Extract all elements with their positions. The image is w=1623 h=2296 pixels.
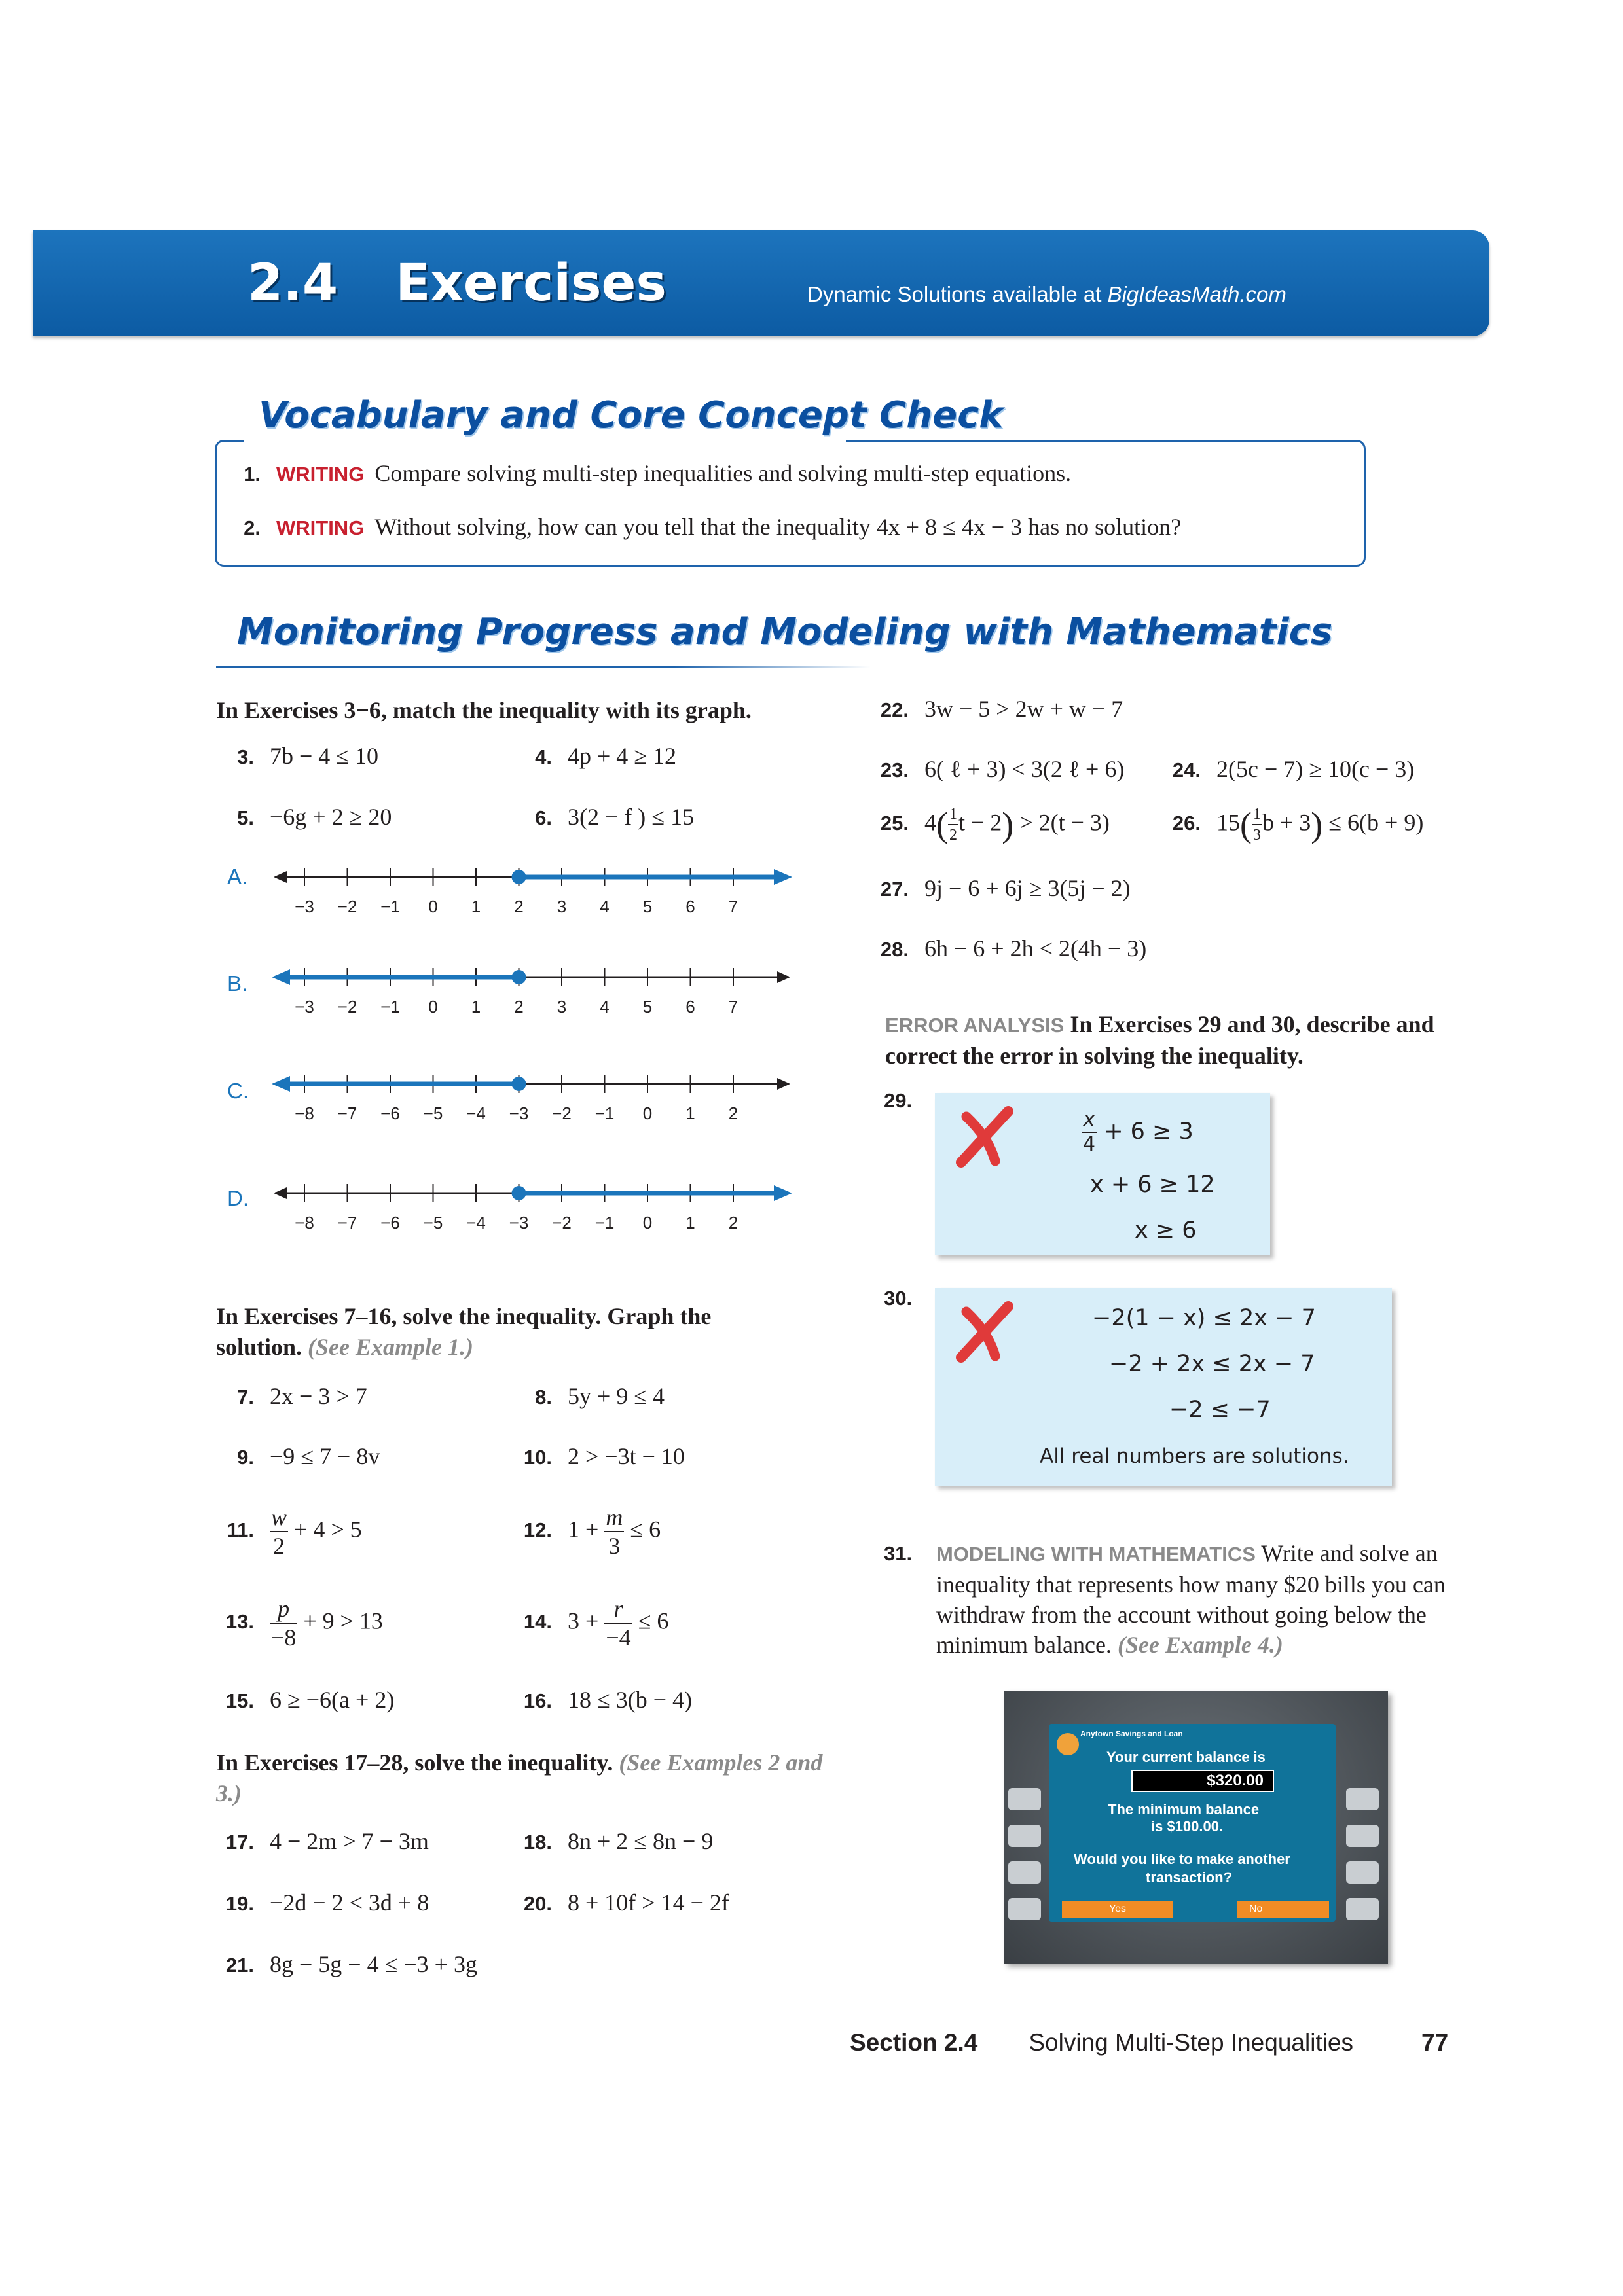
modeling-tag: MODELING WITH MATHEMATICS [936, 1543, 1256, 1566]
exercise-17 [216, 1827, 429, 1855]
solution-arrow-icon [774, 1185, 792, 1201]
graph-d-label: D. [227, 1186, 249, 1210]
tick-label: 6 [685, 897, 695, 916]
tick-label: −5 [423, 1213, 443, 1232]
exercise-number: 26. [1172, 812, 1201, 835]
exercise-expression: 8 + 10f > 14 − 2f [568, 1890, 729, 1916]
atm-no-button[interactable]: No [1237, 1901, 1329, 1918]
tick-label: −3 [509, 1103, 529, 1123]
exercise-expression: 8n + 2 ≤ 8n − 9 [568, 1828, 714, 1854]
exercise-expression: 3 + [568, 1607, 599, 1634]
atm-right-key-3[interactable] [1346, 1861, 1379, 1884]
exercise-3 [216, 742, 378, 770]
denominator: 2 [949, 827, 957, 844]
arrow-left-icon [274, 1187, 287, 1199]
exercise-number: 15. [225, 1689, 254, 1712]
numerator: 1 [1252, 806, 1262, 825]
heading-underline [216, 666, 871, 668]
exercise-7 [216, 1382, 367, 1410]
atm-min-value: is $100.00. [1151, 1818, 1224, 1835]
work-text: + 6 ≥ 3 [1104, 1119, 1194, 1145]
arrow-left-icon [274, 871, 287, 883]
numerator: r [613, 1596, 623, 1622]
exercise-expression: ≤ 6 [638, 1607, 669, 1634]
see-example-link[interactable]: (See Examples 2 and 3.) [216, 1749, 823, 1806]
exercise-number: 7. [237, 1386, 254, 1408]
atm-logo-icon [1057, 1733, 1079, 1755]
exercise-expression: 18 ≤ 3(b − 4) [568, 1687, 693, 1713]
exercise-text: Compare solving multi-step inequalities and solving multi-step equations. [374, 460, 1072, 486]
tick-label: −8 [295, 1213, 314, 1232]
graph-a-label: A. [227, 865, 248, 889]
tick-label: −2 [337, 997, 357, 1016]
denominator: 3 [1252, 827, 1261, 844]
numerator: x [1083, 1108, 1095, 1131]
tick-label: −3 [295, 997, 314, 1016]
number-line-d [268, 1174, 792, 1239]
tick-label: 5 [642, 997, 653, 1016]
exercise-expression: 8g − 5g − 4 ≤ −3 + 3g [270, 1951, 477, 1977]
tick-label: −5 [423, 1103, 443, 1123]
directions-text: In Exercises 29 and 30, describe and correct the error in solving the inequality. [885, 1011, 1434, 1069]
exercise-expression: 3(2 − f ) ≤ 15 [568, 804, 695, 830]
dynamic-solutions-note [807, 282, 1286, 307]
fraction [604, 1505, 624, 1558]
exercise-2 [223, 513, 1181, 541]
error-analysis-tag: ERROR ANALYSIS [885, 1014, 1065, 1037]
exercise-26 [1163, 806, 1423, 843]
monitoring-heading: Monitoring Progress and Modeling with Mathematics [237, 611, 1333, 653]
tick-label: −2 [337, 897, 357, 916]
directions-3-6: In Exercises 3−6, match the inequality with its graph. [216, 697, 752, 723]
exercise-expression: −2d − 2 < 3d + 8 [270, 1890, 429, 1916]
exercise-expression: 7b − 4 ≤ 10 [270, 743, 379, 769]
tick-label: 2 [514, 997, 524, 1016]
exercise-13 [216, 1597, 383, 1649]
directions-7-16 [216, 1301, 792, 1363]
exercise-expression: 9j − 6 + 6j ≥ 3(5j − 2) [924, 875, 1131, 901]
tick-label: 0 [642, 1103, 653, 1123]
tick-label: −8 [295, 1103, 314, 1123]
exercise-number: 18. [523, 1831, 552, 1854]
work-line-3: −2 ≤ −7 [1169, 1397, 1271, 1423]
exercise-30-number: 30. [884, 1287, 913, 1310]
section-title [247, 254, 666, 313]
tick-label: 0 [428, 897, 438, 916]
exercise-number: 8. [535, 1386, 552, 1408]
fraction [1082, 1110, 1097, 1155]
exercise-expression: 2(5c − 7) ≥ 10(c − 3) [1216, 756, 1415, 782]
writing-tag: WRITING [276, 463, 365, 486]
exercise-number: 23. [880, 759, 909, 781]
tick-label: 1 [471, 897, 481, 916]
exercise-8 [514, 1382, 665, 1410]
atm-left-key-3[interactable] [1008, 1861, 1041, 1884]
solution-arrow-icon [774, 869, 792, 885]
fraction [948, 806, 958, 843]
exercise-expression: 4 [924, 809, 936, 836]
tick-label: −6 [380, 1103, 400, 1123]
exercise-4 [514, 742, 676, 770]
vocabulary-heading: Vocabulary and Core Concept Check [259, 394, 1004, 437]
tick-label: −3 [509, 1213, 529, 1232]
tick-label: −6 [380, 1213, 400, 1232]
tick-label: −1 [594, 1213, 615, 1232]
tick-label: 0 [428, 997, 438, 1016]
fraction [604, 1597, 632, 1649]
exercise-9 [216, 1443, 380, 1470]
exercise-text: Write and solve an inequality that represents how many $20 bills you can withdraw from the account without going below the minimum balance. [936, 1540, 1446, 1658]
endpoint-dot [512, 870, 526, 884]
exercise-expression: t − 2 [958, 809, 1002, 836]
tick-label: 2 [728, 1213, 739, 1232]
tick-label: −4 [466, 1103, 486, 1123]
exercise-number: 17. [225, 1831, 254, 1854]
exercise-expression: 3w − 5 > 2w + w − 7 [924, 696, 1123, 722]
arrow-right-icon [777, 1078, 790, 1090]
tick-label: −4 [466, 1213, 486, 1232]
exercise-expression: −6g + 2 ≥ 20 [270, 804, 392, 830]
exercise-10 [514, 1443, 685, 1470]
numerator: p [278, 1596, 290, 1622]
exercise-27 [871, 874, 1131, 902]
exercise-number: 14. [523, 1610, 552, 1634]
directions-text: In Exercises 17–28, solve the inequality. [216, 1749, 613, 1776]
exercise-expression: 1 + [568, 1516, 599, 1543]
exercise-expression: ≤ 6 [630, 1516, 661, 1543]
atm-right-key-4[interactable] [1346, 1898, 1379, 1920]
denominator: 3 [608, 1533, 621, 1559]
exercise-expression: b + 3 [1262, 809, 1311, 836]
numerator: m [606, 1504, 623, 1530]
denominator: 2 [273, 1533, 285, 1559]
exercise-number: 5. [237, 806, 254, 829]
dynamic-solutions-text: Dynamic Solutions available at [807, 282, 1108, 306]
work-line-2: x + 6 ≥ 12 [1090, 1172, 1215, 1198]
exercise-number: 2. [244, 516, 261, 539]
exercise-31-text [936, 1538, 1493, 1660]
exercise-29-number: 29. [884, 1089, 913, 1112]
atm-balance-label: Your current balance is [1106, 1749, 1266, 1765]
exercise-12 [514, 1505, 661, 1558]
footer-title: Solving Multi-Step Inequalities [1029, 2029, 1354, 2056]
exercise-number: 10. [523, 1446, 552, 1469]
exercise-expression: 2x − 3 > 7 [270, 1383, 367, 1409]
exercise-number: 22. [880, 698, 909, 721]
tick-label: 1 [471, 997, 481, 1016]
atm-left-key-1[interactable] [1008, 1788, 1041, 1810]
numerator: 1 [948, 806, 958, 825]
footer-section: Section 2.4 [850, 2029, 978, 2056]
exercise-expression: 5y + 9 ≤ 4 [568, 1383, 665, 1409]
exercise-expression: 15 [1216, 809, 1240, 836]
endpoint-dot [512, 970, 526, 984]
exercise-expression: 6 ≥ −6(a + 2) [270, 1687, 395, 1713]
section-number: 2.4 [247, 254, 338, 313]
exercise-number: 27. [880, 878, 909, 901]
denominator: −8 [271, 1624, 297, 1651]
exercise-expression: > 2(t − 3) [1019, 809, 1110, 836]
directions-17-28 [216, 1748, 825, 1809]
writing-tag: WRITING [276, 516, 365, 539]
exercise-20 [514, 1889, 729, 1916]
exercise-11 [216, 1505, 362, 1558]
tick-label: 5 [642, 897, 653, 916]
work-line-1: −2(1 − x) ≤ 2x − 7 [1092, 1305, 1316, 1331]
exercise-24 [1163, 755, 1414, 783]
number-line-a [268, 857, 792, 923]
exercise-number: 25. [880, 812, 909, 835]
denominator: 4 [1083, 1133, 1096, 1156]
exercise-expression: + 4 > 5 [294, 1516, 362, 1543]
atm-right-key-1[interactable] [1346, 1788, 1379, 1810]
atm-question-1: Would you like to make another [1074, 1851, 1290, 1867]
tick-label: −1 [380, 997, 400, 1016]
tick-label: 0 [642, 1213, 653, 1232]
exercise-number: 28. [880, 938, 909, 961]
graph-b-label: B. [227, 971, 248, 996]
fraction [1252, 806, 1262, 843]
solution-arrow-icon [272, 1076, 290, 1092]
exercise-number: 12. [523, 1518, 552, 1542]
exercise-expression: ≤ 6(b + 9) [1328, 809, 1424, 836]
directions-text: In Exercises 7–16, solve the inequality. Graph the solution. [216, 1303, 712, 1360]
exercise-22 [871, 695, 1123, 723]
exercise-number: 1. [244, 463, 261, 486]
error-x-icon [949, 1300, 1021, 1365]
atm-min-label: The minimum balance [1108, 1801, 1260, 1818]
left-paren: ( [1240, 805, 1252, 844]
exercise-number: 4. [535, 745, 552, 768]
exercise-23 [871, 755, 1124, 783]
tick-label: 3 [556, 997, 567, 1016]
tick-label: −7 [337, 1213, 357, 1232]
exercise-number: 9. [237, 1446, 254, 1469]
see-example-link[interactable]: (See Example 1.) [308, 1334, 473, 1360]
denominator: −4 [606, 1624, 631, 1651]
endpoint-dot [512, 1186, 526, 1200]
right-paren: ) [1002, 805, 1014, 844]
tick-label: 1 [685, 1103, 695, 1123]
tick-label: 3 [556, 897, 567, 916]
atm-left-key-2[interactable] [1008, 1825, 1041, 1847]
atm-balance-value: $320.00 [1131, 1770, 1274, 1792]
left-paren: ( [936, 805, 948, 844]
endpoint-dot [512, 1077, 526, 1091]
solution-arrow-icon [272, 969, 290, 985]
arrow-right-icon [777, 971, 790, 983]
exercise-6 [514, 803, 694, 831]
number-line-c [268, 1064, 792, 1130]
tick-label: 2 [514, 897, 524, 916]
tick-label: 6 [685, 997, 695, 1016]
tick-label: −2 [552, 1213, 572, 1232]
page-number: 77 [1421, 2029, 1449, 2056]
exercise-28 [871, 935, 1146, 962]
work-line-2: −2 + 2x ≤ 2x − 7 [1109, 1351, 1315, 1377]
atm-right-key-2[interactable] [1346, 1825, 1379, 1847]
exercise-16 [514, 1686, 692, 1713]
exercise-number: 6. [535, 806, 552, 829]
atm-left-key-4[interactable] [1008, 1898, 1041, 1920]
page-footer [850, 2029, 1448, 2056]
numerator: w [271, 1504, 287, 1530]
exercise-expression: −9 ≤ 7 − 8v [270, 1443, 380, 1469]
work-line-3: x ≥ 6 [1135, 1217, 1197, 1244]
fraction [270, 1505, 288, 1558]
exercise-number: 16. [523, 1689, 552, 1712]
error-x-icon [949, 1105, 1021, 1170]
tick-label: 2 [728, 1103, 739, 1123]
error-analysis-directions [885, 1009, 1494, 1071]
tick-label: −1 [594, 1103, 615, 1123]
right-paren: ) [1311, 805, 1323, 844]
exercise-5 [216, 803, 392, 831]
tick-label: 7 [728, 997, 739, 1016]
exercise-15 [216, 1686, 394, 1713]
exercise-expression: + 9 > 13 [303, 1607, 383, 1634]
number-line-b [268, 958, 792, 1023]
exercise-number: 20. [523, 1892, 552, 1915]
exercise-19 [216, 1889, 429, 1916]
tick-label: −2 [552, 1103, 572, 1123]
exercise-number: 13. [225, 1610, 254, 1634]
tick-label: −3 [295, 897, 314, 916]
exercise-expression: 4 − 2m > 7 − 3m [270, 1828, 429, 1854]
exercise-number: 19. [225, 1892, 254, 1915]
exercise-expression: 6( ℓ + 3) < 3(2 ℓ + 6) [924, 756, 1125, 782]
fraction [270, 1597, 297, 1649]
atm-yes-button[interactable]: Yes [1062, 1901, 1173, 1918]
tick-label: 4 [600, 997, 610, 1016]
graph-c-label: C. [227, 1079, 249, 1103]
exercise-18 [514, 1827, 713, 1855]
atm-question-2: transaction? [1146, 1869, 1233, 1886]
tick-label: −1 [380, 897, 400, 916]
exercise-number: 11. [227, 1518, 254, 1542]
section-title-text: Exercises [395, 254, 666, 313]
work-line-1 [1082, 1110, 1194, 1155]
exercise-25 [871, 806, 1110, 843]
exercise-text: Without solving, how can you tell that the inequality 4x + 8 ≤ 4x − 3 has no solution? [374, 514, 1182, 540]
tick-label: 1 [685, 1213, 695, 1232]
exercise-21 [216, 1950, 477, 1978]
exercise-number: 24. [1172, 759, 1201, 781]
see-example-link[interactable]: (See Example 4.) [1117, 1632, 1283, 1658]
exercise-14 [514, 1597, 668, 1649]
exercise-number: 21. [225, 1954, 254, 1977]
exercise-expression: 4p + 4 ≥ 12 [568, 743, 677, 769]
conclusion-text: All real numbers are solutions. [1040, 1444, 1349, 1468]
atm-bank-name: Anytown Savings and Loan [1080, 1729, 1183, 1738]
exercise-1 [223, 459, 1071, 487]
website-link[interactable]: BigIdeasMath.com [1107, 282, 1286, 306]
tick-label: 7 [728, 897, 739, 916]
tick-label: −7 [337, 1103, 357, 1123]
exercise-number: 3. [237, 745, 254, 768]
tick-label: 4 [600, 897, 610, 916]
exercise-expression: 2 > −3t − 10 [568, 1443, 685, 1469]
exercise-expression: 6h − 6 + 2h < 2(4h − 3) [924, 935, 1147, 961]
exercise-31-number: 31. [884, 1542, 913, 1565]
